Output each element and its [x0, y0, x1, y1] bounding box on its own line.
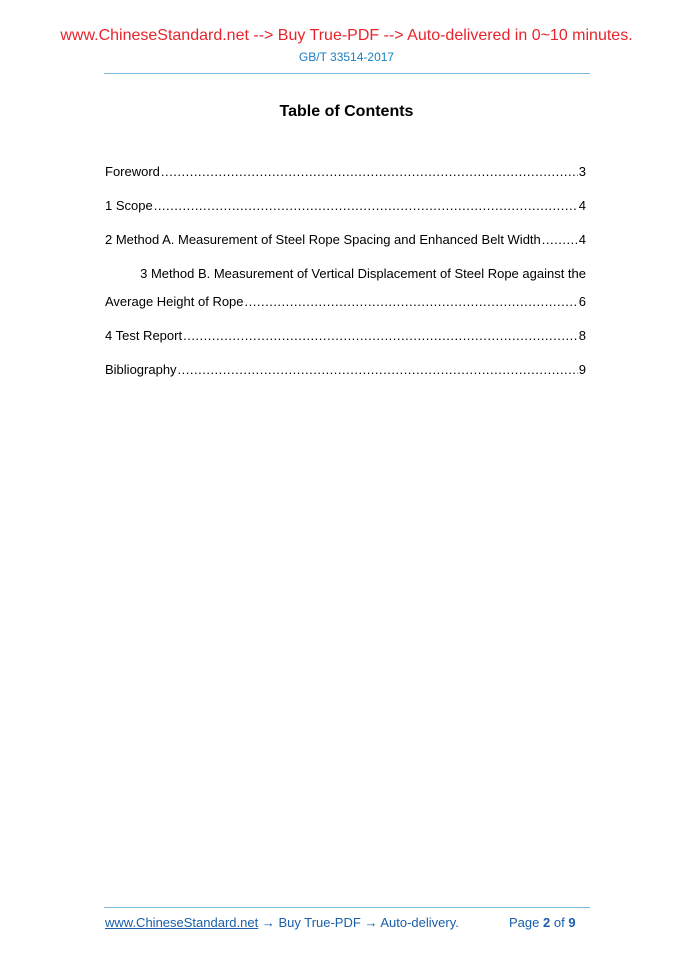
toc-title: Table of Contents: [279, 103, 414, 120]
header-banner: www.ChineseStandard.net --> Buy True-PDF --> Auto-delivered in 0~10 minutes.: [60, 27, 633, 44]
page-number: [509, 915, 576, 930]
dot-leader: [178, 362, 578, 378]
toc-entry-label: 2 Method A. Measurement of Steel Rope Spacing and Enhanced Belt Width: [105, 232, 541, 247]
toc-entry-label: 4 Test Report: [105, 328, 183, 343]
page-of: of: [553, 915, 565, 930]
toc-entry-label: Bibliography: [105, 362, 177, 377]
dot-leader: [183, 328, 578, 344]
toc-entry-page: 4: [578, 232, 586, 247]
toc-entry-page: 9: [578, 362, 586, 377]
toc-entry-method-b-line1[interactable]: 3 Method B. Measurement of Vertical Displacement of Steel Rope against the: [140, 266, 586, 281]
dot-leader: [161, 164, 578, 180]
toc-entry-label: Average Height of Rope: [105, 294, 244, 309]
toc-entry-bibliography[interactable]: [105, 362, 586, 378]
page-label: Page: [509, 915, 540, 930]
dot-leader: [542, 232, 578, 248]
toc-entry-test-report[interactable]: [105, 328, 586, 344]
footer-purchase-link[interactable]: [105, 915, 459, 930]
footer-delivery-text: Auto-delivery.: [380, 915, 459, 930]
toc-entry-scope[interactable]: [105, 198, 586, 214]
dot-leader: [245, 294, 578, 310]
toc-entry-label: 1 Scope: [105, 198, 153, 213]
page-total: 9: [568, 915, 576, 930]
toc-entry-page: 6: [578, 294, 586, 309]
toc-entry-page: 4: [578, 198, 586, 213]
arrow-right-icon: →: [261, 915, 275, 930]
arrow-right-icon: →: [364, 915, 378, 930]
toc-entry-method-a[interactable]: [105, 232, 586, 248]
toc-entry-label: Foreword: [105, 164, 160, 179]
toc-entry-foreword[interactable]: [105, 164, 586, 180]
footer-buy-text: Buy True-PDF: [278, 915, 361, 930]
standard-code: GB/T 33514-2017: [298, 50, 395, 64]
footer-divider: [104, 907, 590, 908]
dot-leader: [154, 198, 578, 214]
footer-site-link[interactable]: www.ChineseStandard.net: [105, 915, 259, 930]
toc-entry-method-b[interactable]: [105, 294, 586, 310]
toc-entry-page: 3: [578, 164, 586, 179]
toc-entry-page: 8: [578, 328, 586, 343]
header-divider: [104, 73, 590, 74]
page-current: 2: [543, 915, 551, 930]
